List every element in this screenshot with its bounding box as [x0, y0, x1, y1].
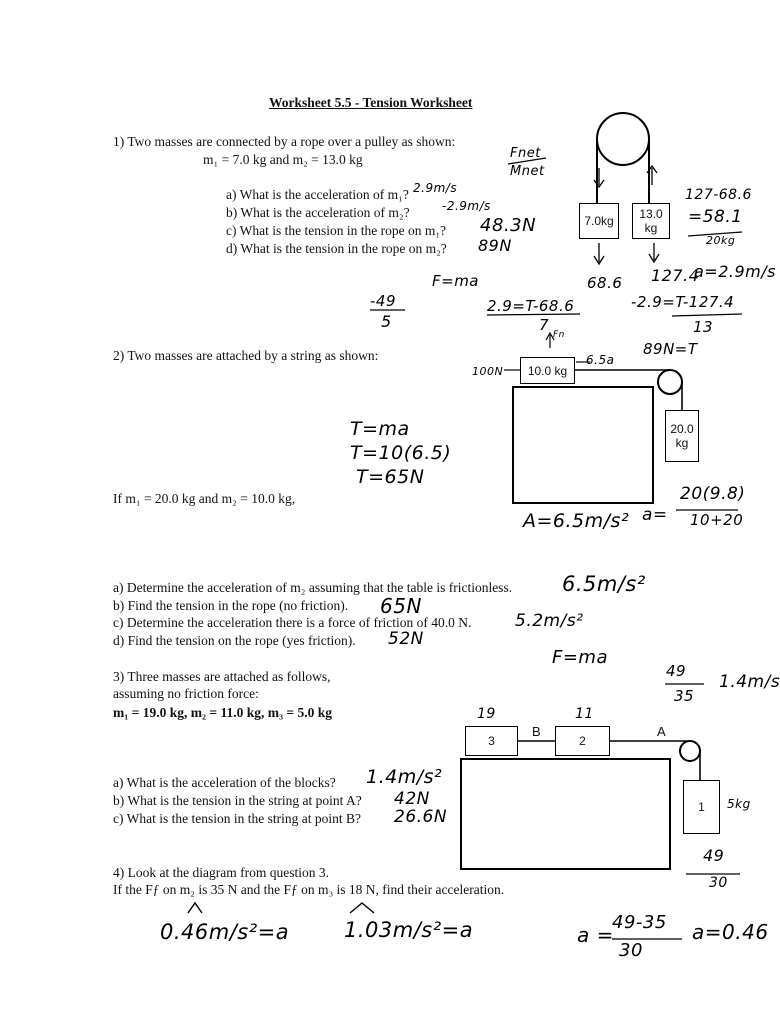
q2-answer-b: 65N — [380, 594, 422, 618]
q4-line2: If the Fƒ on m₂ is 35 N and the Fƒ on m₃ is 18 N, find their acceleration. — [113, 882, 505, 897]
q3-givens: m₁ = 19.0 kg, m₂ = 11.0 kg, m₃ = 5.0 kg — [113, 705, 332, 720]
q1-note-tension-result: 89N=T — [643, 340, 698, 358]
q3-item-b: b) What is the tension in the string at point A? — [113, 793, 362, 808]
q1-note-eq2-top: -2.9=T-127.4 — [631, 293, 735, 311]
q1-note-calc2: =58.1 — [688, 207, 743, 227]
q3-note-m3: 19 — [477, 706, 496, 722]
q1-note-eq2-bot: 13 — [693, 318, 714, 336]
page-title: Worksheet 5.5 - Tension Worksheet — [269, 95, 473, 110]
q1-intro: 1) Two masses are connected by a rope over a pulley as shown: — [113, 134, 456, 149]
q2-note-right-force: 6.5a — [586, 353, 615, 367]
q2-hanging-mass-unit: kg — [675, 436, 689, 450]
q4-note-eq-bot: 30 — [619, 940, 643, 961]
q1-answer-d: 89N — [478, 236, 512, 255]
q4-answer-1: 0.46m/s²=a — [160, 920, 290, 944]
q1-note-calc1: 127-68.6 — [685, 187, 752, 203]
q3-item-c: c) What is the tension in the string at point B? — [113, 811, 361, 826]
q3-intro-line1: 3) Three masses are attached as follows, — [113, 669, 331, 684]
q1-note-mnet: Mnet — [510, 164, 545, 179]
q1-item-b: b) What is the acceleration of m₂? — [226, 205, 410, 220]
q1-answer-b: -2.9m/s — [442, 199, 491, 213]
q1-item-a: a) What is the acceleration of m₁? — [226, 187, 409, 202]
q3-answer-c: 26.6N — [394, 807, 448, 827]
q3-point-a-label: A — [657, 724, 666, 739]
q1-note-frac-top: -49 — [370, 292, 396, 310]
q2-hanging-mass-value: 20.0 — [670, 422, 694, 436]
q3-item-a: a) What is the acceleration of the blocks? — [113, 775, 336, 790]
q1-note-fma: F=ma — [432, 272, 479, 290]
q1-note-left-weight: 68.6 — [587, 274, 623, 292]
q1-note-frac-bot: 5 — [381, 312, 392, 331]
q4-note-frac-bot: 30 — [709, 875, 728, 891]
q1-answer-a: 2.9m/s — [413, 181, 458, 195]
q3-note-accel: 1.4m/s — [719, 672, 780, 692]
q2-note-t3: T=65N — [356, 466, 425, 488]
q4-note-frac-top: 49 — [703, 846, 725, 865]
q4-answer-2: 1.03m/s²=a — [344, 918, 474, 942]
q2-note-a-lhs: a= — [642, 505, 668, 525]
q2-note-accel: A=6.5m/s² — [523, 510, 630, 532]
q1-mass1-box: 7.0kg — [579, 203, 619, 239]
q2-answer-a: 6.5m/s² — [562, 572, 646, 596]
q1-item-c: c) What is the tension in the rope on m₁? — [226, 223, 447, 238]
q4-line1: 4) Look at the diagram from question 3. — [113, 865, 329, 880]
q2-item-b: b) Find the tension in the rope (no friction). — [113, 598, 349, 613]
q3-note-m1: 5kg — [727, 797, 751, 811]
q1-note-right-weight: 127.4 — [651, 266, 700, 285]
q1-note-fn: Fn — [553, 330, 565, 340]
q2-note-t2: T=10(6.5) — [350, 442, 452, 464]
q1-note-calc3: 20kg — [706, 234, 736, 247]
q3-note-m2: 11 — [575, 706, 594, 722]
q3-note-frac-top: 49 — [666, 662, 687, 680]
q2-note-t1: T=ma — [350, 418, 410, 440]
q2-table-mass-box: 10.0 kg — [520, 357, 575, 384]
q3-intro-line2: assuming no friction force: — [113, 686, 259, 701]
q4-note-eq2: a=0.46 — [692, 920, 769, 944]
q3-mass1-box: 1 — [683, 780, 720, 834]
q1-note-eq1-bot: 7 — [539, 316, 550, 334]
q2-item-d: d) Find the tension on the rope (yes friction). — [113, 633, 356, 648]
q4-note-eq-lhs: a = — [577, 923, 614, 947]
q2-note-a-top: 20(9.8) — [680, 484, 746, 504]
q4-note-eq-top: 49-35 — [612, 912, 667, 933]
q1-givens: m₁ = 7.0 kg and m₂ = 13.0 kg — [203, 152, 363, 167]
q2-note-fma: F=ma — [552, 647, 608, 668]
q2-answer-c: 5.2m/s² — [515, 611, 584, 631]
q2-item-a: a) Determine the acceleration of m₂ assuming that the table is frictionless. — [113, 580, 513, 595]
q1-item-d: d) What is the tension in the rope on m₂? — [226, 241, 447, 256]
q1-mass2-unit: kg — [644, 221, 658, 235]
q2-answer-d: 52N — [388, 629, 424, 649]
q1-note-eq1-top: 2.9=T-68.6 — [487, 297, 575, 315]
q3-mass3-box: 3 — [465, 726, 518, 756]
q2-item-c: c) Determine the acceleration there is a force of friction of 40.0 N. — [113, 615, 472, 630]
q1-answer-c: 48.3N — [480, 215, 537, 236]
q1-mass2-value: 13.0 — [639, 207, 663, 221]
q1-note-accel: a=2.9m/s — [694, 262, 776, 281]
q2-note-left-force: 100N — [472, 365, 504, 378]
q3-answer-a: 1.4m/s² — [366, 766, 443, 788]
q3-mass2-box: 2 — [555, 726, 610, 756]
q3-note-frac-bot: 35 — [674, 687, 695, 705]
q2-intro: 2) Two masses are attached by a string as shown: — [113, 348, 379, 363]
q2-givens: If m₁ = 20.0 kg and m₂ = 10.0 kg, — [113, 491, 296, 506]
q3-answer-b: 42N — [394, 789, 430, 809]
q1-note-fnet: Fnet — [510, 146, 541, 161]
q2-note-a-bot: 10+20 — [690, 511, 744, 529]
q3-point-b-label: B — [532, 724, 541, 739]
